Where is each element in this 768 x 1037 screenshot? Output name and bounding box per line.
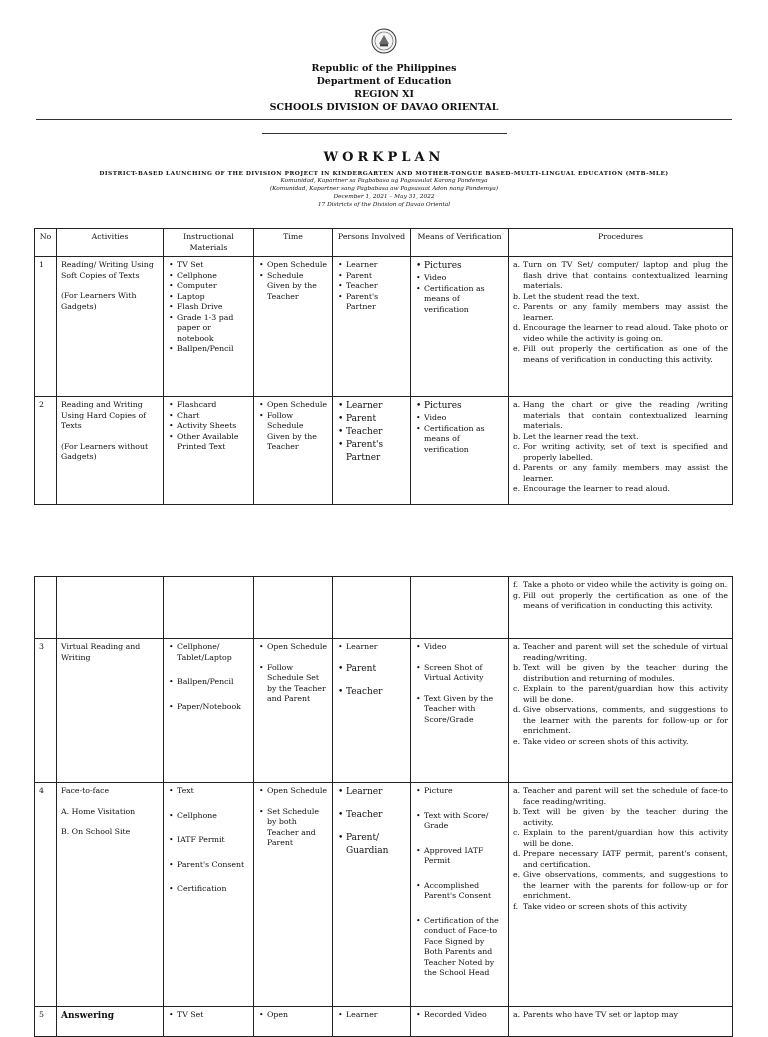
table-row (35, 577, 733, 639)
list-item: • Cellphone (177, 271, 249, 282)
procedure-step: b. Let the learner read the text. (513, 431, 639, 441)
list-item: • Teacher (346, 281, 406, 292)
list-item: • Flash Drive (177, 302, 249, 313)
table-row (35, 783, 733, 1007)
list-item: • Learner (346, 1010, 406, 1021)
list-item: • Parent (346, 413, 406, 426)
list-item: • Open Schedule (267, 642, 328, 653)
workplan-title: WORKPLAN (323, 150, 445, 165)
verification-cell (411, 639, 509, 783)
division-line: SCHOOLS DIVISION OF DAVAO ORIENTAL (269, 102, 499, 113)
verification-cell (411, 397, 509, 505)
list-item: • Flashcard (177, 400, 249, 411)
list-item: • Text Given by the Teacher with Score/Grade (424, 694, 504, 726)
deped-seal-icon (371, 28, 397, 54)
time-cell (254, 1007, 333, 1037)
materials-cell (164, 1007, 254, 1037)
persons-cell (333, 1007, 411, 1037)
header-persons: Persons Involved (333, 229, 411, 257)
procedures-cell (509, 639, 733, 783)
workplan-table-page1 (34, 228, 733, 505)
list-item: • Open Schedule (267, 786, 328, 797)
procedure-step: a. Turn on TV Set/ computer/ laptop and plug the flash drive that contains contextualized learning materials. (513, 260, 728, 290)
verification-cell (411, 1007, 509, 1037)
activity-cell (57, 783, 164, 1007)
verification-cell (411, 257, 509, 397)
procedure-step: e. Encourage the learner to read aloud. (513, 484, 670, 493)
list-item: • Parent's Partner (346, 292, 406, 313)
procedure-step: e. Take video or screen shots of this activity. (513, 736, 689, 746)
list-item: • Learner (346, 786, 406, 799)
list-item: • Learner (346, 260, 406, 271)
procedure-step: c. Parents or any family members may assist the learner. (513, 302, 728, 322)
activity-title: Answering (61, 1011, 115, 1021)
procedure-step: b. Text will be given by the teacher during the activity. (513, 807, 728, 827)
table-header-row (35, 229, 733, 257)
persons-cell (333, 397, 411, 505)
persons-cell (333, 257, 411, 397)
time-cell (254, 783, 333, 1007)
department-line: Department of Education (316, 76, 452, 87)
materials-cell (164, 397, 254, 505)
list-item: • Certification as means of verification (424, 424, 504, 456)
materials-cell (164, 783, 254, 1007)
list-item: • Certification of the conduct of Face-to Face Signed by Both Parents and Teacher Noted by the School Head (424, 916, 504, 979)
header-activities: Activities (57, 229, 164, 257)
procedures-cell (509, 577, 733, 639)
time-cell (254, 639, 333, 783)
list-item: • Laptop (177, 292, 249, 303)
list-item: • Open (267, 1010, 328, 1021)
materials-cell (164, 639, 254, 783)
list-item: • Teacher (346, 686, 406, 699)
table-row (35, 257, 733, 397)
procedure-step: d. Parents or any family members may assist the learner. (513, 463, 728, 483)
workplan-title-block (0, 150, 768, 209)
republic-line: Republic of the Philippines (311, 63, 457, 74)
workplan-tagline: Komunidad, Kapartner sa Pagbabasa ug Pagsusulat Karong Pandemya (280, 178, 488, 184)
list-item: • Certification (177, 884, 249, 895)
list-item: • Approved IATF Permit (424, 846, 504, 867)
procedure-step: a. Parents who have TV set or laptop may (513, 1010, 678, 1019)
list-item: • Parent/ Guardian (346, 832, 406, 858)
header-divider-short (262, 133, 507, 134)
header-materials: Instructional Materials (164, 229, 254, 257)
list-item: • Ballpen/Pencil (177, 677, 249, 688)
list-item: • Chart (177, 411, 249, 422)
activity-cell (57, 639, 164, 783)
row-number: 5 (35, 1007, 57, 1037)
list-item: • Certification as means of verification (424, 284, 504, 316)
list-item: • Learner (346, 642, 406, 653)
list-item: • Other Available Printed Text (177, 432, 249, 453)
procedure-step: e. Give observations, comments, and suggestions to the learner with the parents for follow-up or for enrichment. (513, 870, 728, 900)
persons-cell (333, 783, 411, 1007)
activity-title: Reading/ Writing Using Soft Copies of Texts (61, 260, 154, 280)
activity-option-a: A. Home Visitation (61, 806, 136, 816)
row-number: 1 (35, 257, 57, 397)
list-item: • Picture (424, 786, 504, 797)
workplan-districts: 17 Districts of the Division of Davao Oriental (317, 202, 451, 208)
list-item: • Accomplished Parent's Consent (424, 881, 504, 902)
letterhead (0, 28, 768, 114)
header-verification: Means of Verification (411, 229, 509, 257)
activity-cell (57, 397, 164, 505)
list-item: • IATF Permit (177, 835, 249, 846)
procedure-step: a. Teacher and parent will set the schedule of face-to face reading/writing. (513, 786, 728, 806)
activity-title: Reading and Writing Using Hard Copies of Texts (61, 400, 147, 430)
row-number: 3 (35, 639, 57, 783)
procedure-step: d. Encourage the learner to read aloud. Take photo or video while the activity is going on. (513, 323, 728, 343)
procedure-step: d. Prepare necessary IATF permit, parent's consent, and certification. (513, 849, 728, 869)
list-item: • Cellphone/ Tablet/Laptop (177, 642, 249, 663)
list-item: • Parent's Consent (177, 860, 249, 871)
list-item: • Parent (346, 663, 406, 676)
procedures-cell (509, 1007, 733, 1037)
list-item: • TV Set (177, 1010, 249, 1021)
activity-title: Face-to-face (61, 786, 110, 795)
region-line: REGION XI (354, 89, 414, 100)
list-item: • Text (177, 786, 249, 797)
list-item: • Recorded Video (424, 1010, 504, 1021)
row-number: 2 (35, 397, 57, 505)
activity-cell (57, 1007, 164, 1037)
time-cell (254, 257, 333, 397)
activity-option-b: B. On School Site (61, 827, 131, 836)
procedure-step: a. Hang the chart or give the reading /writing materials that contain contextualized learning materials. (513, 400, 728, 430)
procedure-step: f. Take video or screen shots of this activity (513, 901, 688, 911)
activity-cell (57, 257, 164, 397)
list-item: • Parent (346, 271, 406, 282)
header-no: No (35, 229, 57, 257)
procedure-step: c. For writing activity, set of text is specified and properly labelled. (513, 442, 728, 462)
list-item: • Video (424, 642, 504, 653)
activity-title: Virtual Reading and Writing (61, 642, 141, 662)
table-row (35, 639, 733, 783)
header-procedures: Procedures (509, 229, 733, 257)
list-item: • TV Set (177, 260, 249, 271)
header-divider (36, 119, 732, 120)
workplan-subtitle: DISTRICT-BASED LAUNCHING OF THE DIVISION PROJECT IN KINDERGARTEN AND MOTHER-TONGUE BASED-MULTI-LINGUAL EDUCATION (MTB-MLE) (99, 171, 669, 177)
verification-cell (411, 783, 509, 1007)
list-item: • Pictures (424, 400, 504, 413)
materials-cell (164, 257, 254, 397)
procedures-cell (509, 397, 733, 505)
list-item: • Follow Schedule Given by the Teacher (267, 411, 328, 453)
row-number: 4 (35, 783, 57, 1007)
procedure-step: e. Fill out properly the certification as one of the means of verification in conducting this activity. (513, 344, 728, 364)
list-item: • Learner (346, 400, 406, 413)
list-item: • Paper/Notebook (177, 702, 249, 713)
procedure-step: c. Explain to the parent/guardian how this activity will be done. (513, 828, 728, 848)
list-item: • Pictures (424, 260, 504, 273)
activity-note: (For Learners With Gadgets) (61, 291, 137, 311)
list-item: • Follow Schedule Set by the Teacher and Parent (267, 663, 328, 705)
procedure-step: b. Text will be given by the teacher during the distribution and returning of modules. (513, 663, 728, 683)
list-item: • Parent's Partner (346, 439, 406, 465)
table-row (35, 1007, 733, 1037)
list-item: • Activity Sheets (177, 421, 249, 432)
list-item: • Open Schedule (267, 400, 328, 411)
procedure-step: a. Teacher and parent will set the schedule of virtual reading/writing. (513, 642, 728, 662)
procedures-cell (509, 257, 733, 397)
list-item: • Text with Score/ Grade (424, 811, 504, 832)
workplan-dates: December 1, 2021 – May 31, 2022 (333, 194, 435, 200)
list-item: • Open Schedule (267, 260, 328, 271)
list-item: • Computer (177, 281, 249, 292)
workplan-table-page2 (34, 576, 733, 1037)
procedure-step: d. Give observations, comments, and suggestions to the learner with the parents for follow-up or for enrichment. (513, 705, 728, 735)
list-item: • Set Schedule by both Teacher and Parent (267, 807, 328, 849)
list-item: • Video (424, 273, 504, 284)
procedure-step: f. Take a photo or video while the activity is going on. (513, 580, 728, 589)
header-time: Time (254, 229, 333, 257)
list-item: • Teacher (346, 426, 406, 439)
procedure-step: g. Fill out properly the certification as one of the means of verification in conducting this activity. (513, 590, 728, 610)
list-item: • Teacher (346, 809, 406, 822)
list-item: • Grade 1-3 pad paper or notebook (177, 313, 249, 345)
workplan-tagline-alt: (Komunidad, Kapartner sang Pagbabasa aw Pagsusuat Adon nang Pandemya) (269, 186, 499, 192)
activity-note: (For Learners without Gadgets) (61, 441, 149, 461)
list-item: • Ballpen/Pencil (177, 344, 249, 355)
list-item: • Cellphone (177, 811, 249, 822)
procedures-cell (509, 783, 733, 1007)
persons-cell (333, 639, 411, 783)
list-item: • Schedule Given by the Teacher (267, 271, 328, 303)
procedure-step: b. Let the student read the text. (513, 291, 640, 301)
list-item: • Screen Shot of Virtual Activity (424, 663, 504, 684)
list-item: • Video (424, 413, 504, 424)
procedure-step: c. Explain to the parent/guardian how this activity will be done. (513, 684, 728, 704)
table-row (35, 397, 733, 505)
time-cell (254, 397, 333, 505)
